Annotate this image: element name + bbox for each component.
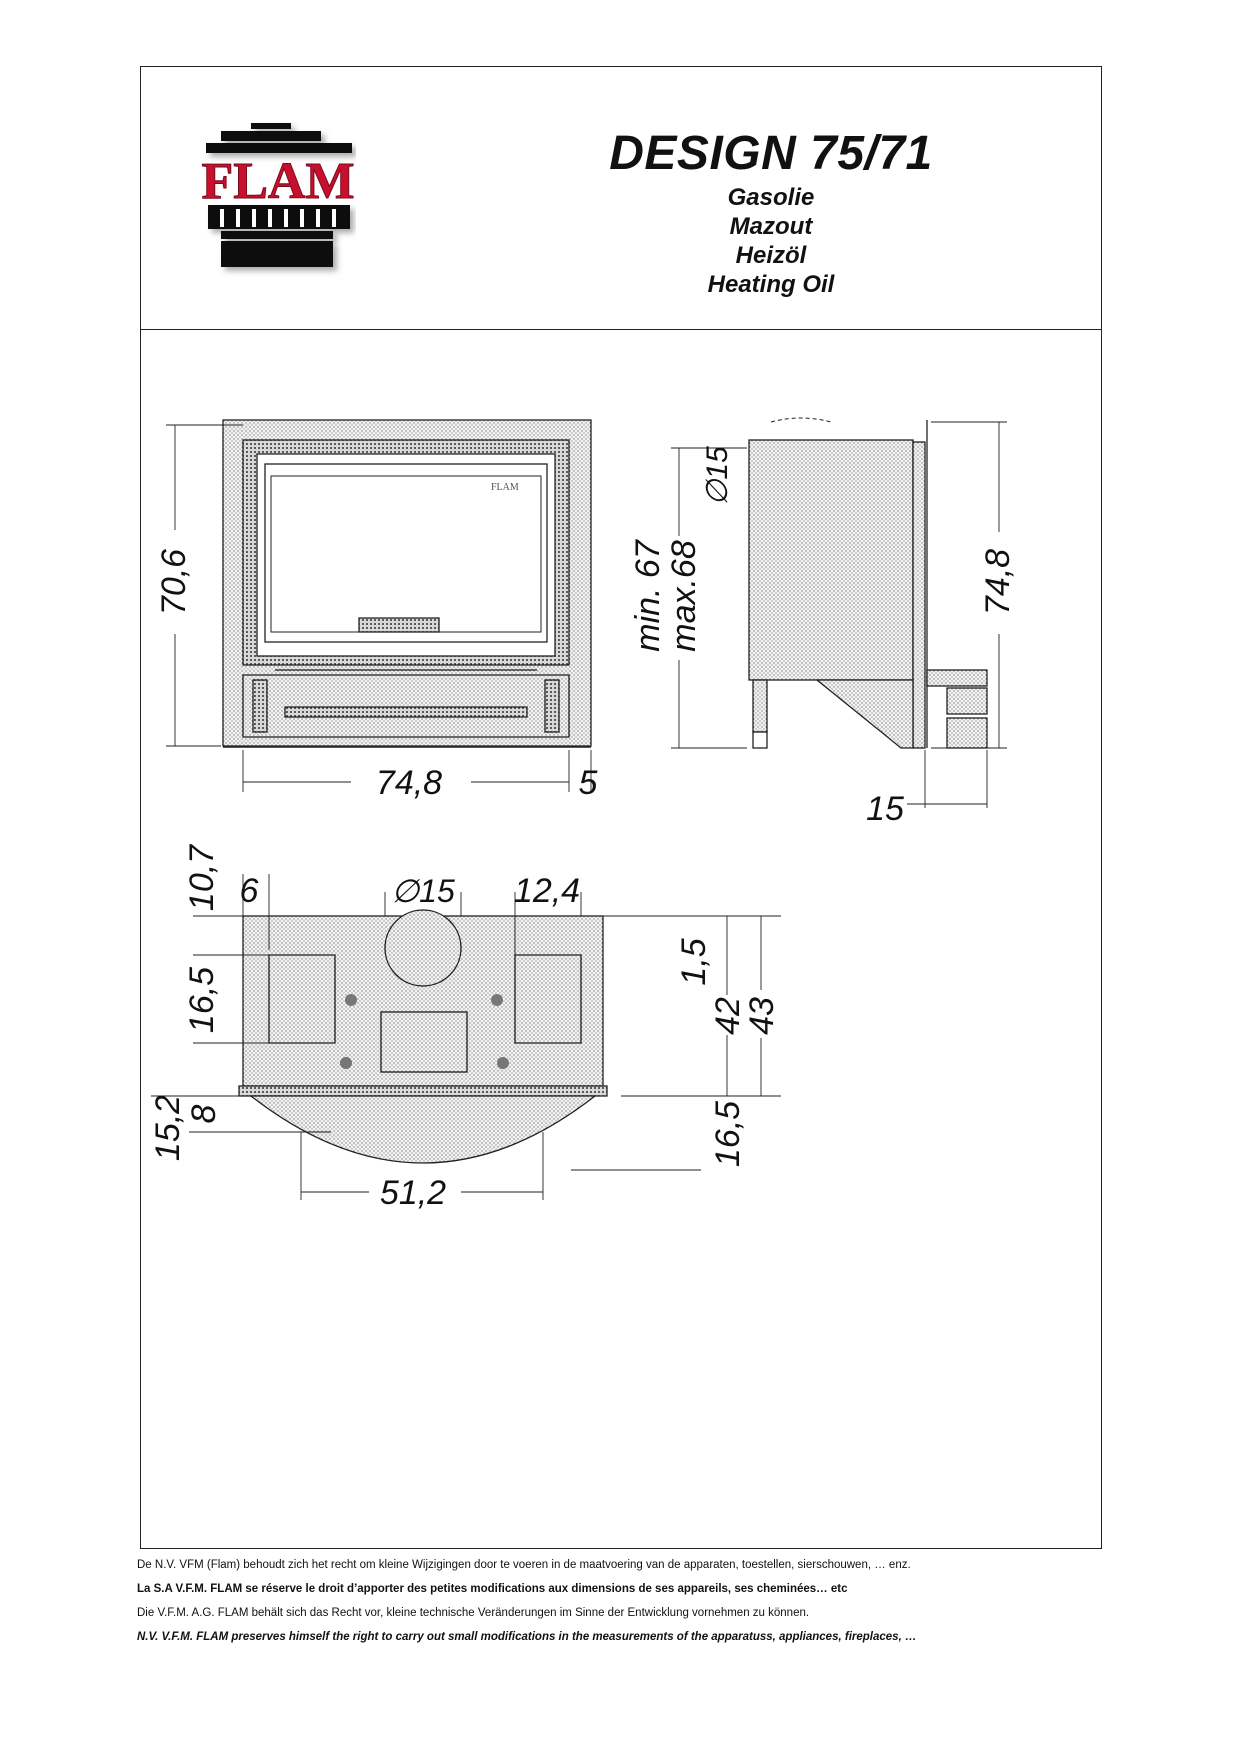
dim-51-2: 51,2 [379,1174,447,1212]
dim-flue-max: max.68 [665,540,703,652]
front-view [166,420,591,792]
disclaimer-nl: De N.V. VFM (Flam) behoudt zich het recht om kleine Wijzigingen door te voeren in de maatvoering van de apparaten, toestellen, sierschouwen, … enz. [137,1559,911,1571]
dim-flue-diameter: ∅15 [701,446,734,506]
dim-15-2: 15,2 [149,1094,187,1162]
header [141,67,1101,330]
dim-foot-depth: 15 [866,790,904,828]
dim-16-5-left: 16,5 [183,966,221,1034]
fuel-nl: Gasolie [727,184,815,211]
dim-10-7: 10,7 [183,844,221,912]
dim-offset: 5 [578,764,598,802]
dim-12-4: 12,4 [513,872,581,910]
fuel-en: Heating Oil [707,271,835,298]
dim-16-5-right: 16,5 [709,1100,747,1168]
dim-flue-min: min. 67 [629,540,667,652]
disclaimer-en: N.V. V.F.M. FLAM preserves himself the right to carry out small modifications in the measurements of the apparatuss, appliances, fireplaces, … [137,1631,917,1643]
dim-top-flue-diameter: ∅15 [391,873,455,909]
disclaimer [137,1553,1117,1649]
dim-42: 42 [709,997,747,1035]
dim-height: 70,6 [155,548,193,616]
drawing-canvas [141,330,1101,1548]
technical-drawings [141,330,1101,1548]
dim-43: 43 [743,997,781,1035]
disclaimer-fr: La S.A V.F.M. FLAM se réserve le droit d’apporter des petites modifications aux dimensions de ses appareils, ses cheminées… etc [137,1583,848,1595]
spec-sheet [140,66,1102,1549]
top-view [151,874,781,1200]
dim-8: 8 [185,1104,223,1124]
dim-total-height: 74,8 [979,548,1017,616]
dim-1-5: 1,5 [675,938,713,986]
model-title: DESIGN 75/71 [609,127,933,180]
dim-6: 6 [239,872,259,910]
title-block [571,125,971,299]
flam-logo [196,115,356,295]
disclaimer-de: Die V.F.M. A.G. FLAM behält sich das Recht vor, kleine technische Veränderungen im Sinne der Entwicklung vornehmen zu können. [137,1607,810,1619]
door-badge: FLAM [491,482,519,493]
dim-width: 74,8 [375,764,443,802]
logo-wordmark: FLAM [201,153,355,210]
fuel-fr: Mazout [729,213,813,240]
fuel-de: Heizöl [735,242,807,269]
